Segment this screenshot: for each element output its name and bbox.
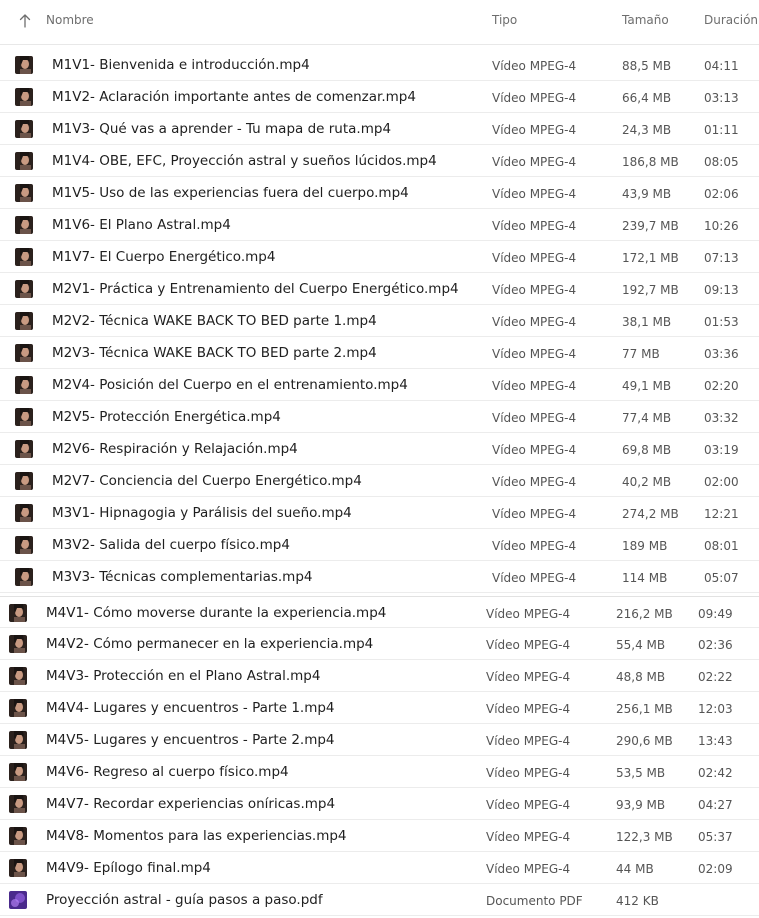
file-name: M1V4- OBE, EFC, Proyección astral y sueños lúcidos.mp4	[52, 153, 437, 169]
file-size: 172,1 MB	[622, 251, 679, 265]
file-type: Vídeo MPEG-4	[492, 539, 577, 553]
file-name: M2V7- Conciencia del Cuerpo Energético.mp4	[52, 473, 362, 489]
file-size: 66,4 MB	[622, 91, 672, 105]
file-duration: 08:05	[704, 155, 739, 169]
column-header-size[interactable]: Tamaño	[622, 13, 669, 27]
file-duration: 01:11	[704, 123, 739, 137]
video-thumbnail-icon	[9, 763, 27, 781]
file-size: 256,1 MB	[616, 702, 673, 716]
file-name: M3V1- Hipnagogia y Parálisis del sueño.mp4	[52, 505, 352, 521]
video-thumbnail-icon	[15, 376, 33, 394]
file-name: M2V2- Técnica WAKE BACK TO BED parte 1.mp4	[52, 313, 377, 329]
file-type: Vídeo MPEG-4	[492, 443, 577, 457]
video-thumbnail-icon	[15, 216, 33, 234]
file-type: Vídeo MPEG-4	[492, 411, 577, 425]
file-name: M1V6- El Plano Astral.mp4	[52, 217, 231, 233]
file-duration: 05:07	[704, 571, 739, 585]
video-thumbnail-icon	[9, 699, 27, 717]
file-type: Vídeo MPEG-4	[486, 670, 571, 684]
file-size: 114 MB	[622, 571, 668, 585]
file-row[interactable]	[0, 113, 759, 145]
file-name: M2V4- Posición del Cuerpo en el entrenamiento.mp4	[52, 377, 408, 393]
file-size: 53,5 MB	[616, 766, 666, 780]
file-size: 55,4 MB	[616, 638, 666, 652]
file-name: M1V5- Uso de las experiencias fuera del cuerpo.mp4	[52, 185, 409, 201]
file-duration: 09:13	[704, 283, 739, 297]
file-row[interactable]	[0, 337, 759, 369]
file-type: Vídeo MPEG-4	[492, 283, 577, 297]
file-duration: 03:13	[704, 91, 739, 105]
file-size: 38,1 MB	[622, 315, 672, 329]
file-size: 40,2 MB	[622, 475, 672, 489]
file-duration: 02:22	[698, 670, 733, 684]
file-name: M4V2- Cómo permanecer en la experiencia.mp4	[46, 636, 374, 652]
arrow-up-icon[interactable]	[19, 13, 31, 29]
video-thumbnail-icon	[9, 795, 27, 813]
file-name: M4V9- Epílogo final.mp4	[46, 860, 211, 876]
file-row[interactable]	[0, 177, 759, 209]
file-duration: 02:06	[704, 187, 739, 201]
file-name: M2V5- Protección Energética.mp4	[52, 409, 281, 425]
file-type: Vídeo MPEG-4	[492, 251, 577, 265]
pdf-thumbnail-icon	[9, 891, 27, 909]
video-thumbnail-icon	[15, 408, 33, 426]
file-duration: 03:32	[704, 411, 739, 425]
file-name: M4V1- Cómo moverse durante la experiencia.mp4	[46, 605, 387, 621]
file-duration: 08:01	[704, 539, 739, 553]
file-size: 189 MB	[622, 539, 668, 553]
file-row[interactable]	[0, 497, 759, 529]
file-row[interactable]	[0, 561, 759, 593]
video-thumbnail-icon	[15, 280, 33, 298]
file-type: Vídeo MPEG-4	[492, 59, 577, 73]
file-name: M4V4- Lugares y encuentros - Parte 1.mp4	[46, 700, 335, 716]
file-duration: 02:09	[698, 862, 733, 876]
file-type: Vídeo MPEG-4	[492, 571, 577, 585]
file-type: Vídeo MPEG-4	[492, 379, 577, 393]
file-size: 192,7 MB	[622, 283, 679, 297]
file-size: 77,4 MB	[622, 411, 672, 425]
file-type: Vídeo MPEG-4	[492, 155, 577, 169]
file-size: 43,9 MB	[622, 187, 672, 201]
video-thumbnail-icon	[15, 344, 33, 362]
video-thumbnail-icon	[15, 312, 33, 330]
file-name: M4V5- Lugares y encuentros - Parte 2.mp4	[46, 732, 335, 748]
video-thumbnail-icon	[15, 568, 33, 586]
file-duration: 10:26	[704, 219, 739, 233]
file-type: Vídeo MPEG-4	[486, 702, 571, 716]
video-thumbnail-icon	[9, 667, 27, 685]
file-name: M3V3- Técnicas complementarias.mp4	[52, 569, 313, 585]
video-thumbnail-icon	[9, 731, 27, 749]
file-name: M1V2- Aclaración importante antes de comenzar.mp4	[52, 89, 416, 105]
file-size: 216,2 MB	[616, 607, 673, 621]
video-thumbnail-icon	[15, 88, 33, 106]
video-thumbnail-icon	[15, 440, 33, 458]
file-type: Vídeo MPEG-4	[492, 123, 577, 137]
file-row[interactable]	[0, 788, 759, 820]
file-type: Vídeo MPEG-4	[492, 347, 577, 361]
video-thumbnail-icon	[9, 859, 27, 877]
file-name: M2V3- Técnica WAKE BACK TO BED parte 2.mp4	[52, 345, 377, 361]
file-size: 122,3 MB	[616, 830, 673, 844]
video-thumbnail-icon	[9, 604, 27, 622]
file-duration: 01:53	[704, 315, 739, 329]
file-size: 274,2 MB	[622, 507, 679, 521]
file-row[interactable]	[0, 49, 759, 81]
file-duration: 13:43	[698, 734, 733, 748]
file-type: Vídeo MPEG-4	[492, 219, 577, 233]
video-thumbnail-icon	[15, 56, 33, 74]
file-row[interactable]	[0, 852, 759, 884]
file-type: Vídeo MPEG-4	[486, 830, 571, 844]
file-name: M4V3- Protección en el Plano Astral.mp4	[46, 668, 321, 684]
file-duration: 05:37	[698, 830, 733, 844]
file-name: M4V6- Regreso al cuerpo físico.mp4	[46, 764, 289, 780]
file-name: M1V7- El Cuerpo Energético.mp4	[52, 249, 276, 265]
column-header-duration[interactable]: Duración	[704, 13, 759, 27]
file-type: Vídeo MPEG-4	[486, 734, 571, 748]
file-type: Documento PDF	[486, 894, 583, 908]
file-name: M1V3- Qué vas a aprender - Tu mapa de ruta.mp4	[52, 121, 392, 137]
file-row[interactable]	[0, 273, 759, 305]
file-row[interactable]	[0, 628, 759, 660]
file-size: 49,1 MB	[622, 379, 672, 393]
file-row[interactable]	[0, 756, 759, 788]
video-thumbnail-icon	[9, 635, 27, 653]
column-header	[0, 0, 759, 45]
file-row[interactable]	[0, 884, 759, 916]
file-size: 93,9 MB	[616, 798, 666, 812]
file-size: 77 MB	[622, 347, 660, 361]
file-row[interactable]	[0, 692, 759, 724]
file-size: 48,8 MB	[616, 670, 666, 684]
file-row[interactable]	[0, 401, 759, 433]
file-row[interactable]	[0, 596, 759, 628]
file-row[interactable]	[0, 724, 759, 756]
file-row[interactable]	[0, 433, 759, 465]
file-duration: 09:49	[698, 607, 733, 621]
file-name: M2V1- Práctica y Entrenamiento del Cuerpo Energético.mp4	[52, 281, 459, 297]
file-row[interactable]	[0, 241, 759, 273]
file-size: 24,3 MB	[622, 123, 672, 137]
file-name: M2V6- Respiración y Relajación.mp4	[52, 441, 298, 457]
file-type: Vídeo MPEG-4	[492, 91, 577, 105]
file-duration: 03:36	[704, 347, 739, 361]
file-size: 239,7 MB	[622, 219, 679, 233]
video-thumbnail-icon	[15, 472, 33, 490]
column-header-type[interactable]: Tipo	[492, 13, 518, 27]
file-row[interactable]	[0, 305, 759, 337]
file-type: Vídeo MPEG-4	[486, 766, 571, 780]
video-thumbnail-icon	[15, 504, 33, 522]
file-name: M4V8- Momentos para las experiencias.mp4	[46, 828, 347, 844]
file-size: 290,6 MB	[616, 734, 673, 748]
file-duration: 12:03	[698, 702, 733, 716]
file-type: Vídeo MPEG-4	[486, 798, 571, 812]
file-name: M1V1- Bienvenida e introducción.mp4	[52, 57, 310, 73]
file-type: Vídeo MPEG-4	[492, 315, 577, 329]
video-thumbnail-icon	[15, 536, 33, 554]
file-row[interactable]	[0, 660, 759, 692]
video-thumbnail-icon	[15, 152, 33, 170]
file-row[interactable]	[0, 209, 759, 241]
file-type: Vídeo MPEG-4	[492, 187, 577, 201]
file-duration: 07:13	[704, 251, 739, 265]
file-size: 186,8 MB	[622, 155, 679, 169]
file-name: Proyección astral - guía pasos a paso.pdf	[46, 892, 323, 908]
file-duration: 02:42	[698, 766, 733, 780]
file-row[interactable]	[0, 820, 759, 852]
file-duration: 04:27	[698, 798, 733, 812]
file-duration: 02:36	[698, 638, 733, 652]
file-row[interactable]	[0, 529, 759, 561]
file-size: 412 KB	[616, 894, 659, 908]
file-type: Vídeo MPEG-4	[492, 475, 577, 489]
file-row[interactable]	[0, 369, 759, 401]
video-thumbnail-icon	[15, 184, 33, 202]
file-row[interactable]	[0, 465, 759, 497]
file-name: M3V2- Salida del cuerpo físico.mp4	[52, 537, 290, 553]
file-size: 88,5 MB	[622, 59, 672, 73]
file-duration: 03:19	[704, 443, 739, 457]
file-row[interactable]	[0, 81, 759, 113]
file-row[interactable]	[0, 145, 759, 177]
file-type: Vídeo MPEG-4	[486, 862, 571, 876]
file-name: M4V7- Recordar experiencias oníricas.mp4	[46, 796, 336, 812]
file-size: 44 MB	[616, 862, 654, 876]
file-duration: 02:20	[704, 379, 739, 393]
video-thumbnail-icon	[9, 827, 27, 845]
file-size: 69,8 MB	[622, 443, 672, 457]
file-duration: 12:21	[704, 507, 739, 521]
file-type: Vídeo MPEG-4	[492, 507, 577, 521]
column-header-name[interactable]: Nombre	[46, 13, 94, 27]
video-thumbnail-icon	[15, 248, 33, 266]
file-type: Vídeo MPEG-4	[486, 638, 571, 652]
file-duration: 02:00	[704, 475, 739, 489]
file-type: Vídeo MPEG-4	[486, 607, 571, 621]
video-thumbnail-icon	[15, 120, 33, 138]
file-duration: 04:11	[704, 59, 739, 73]
